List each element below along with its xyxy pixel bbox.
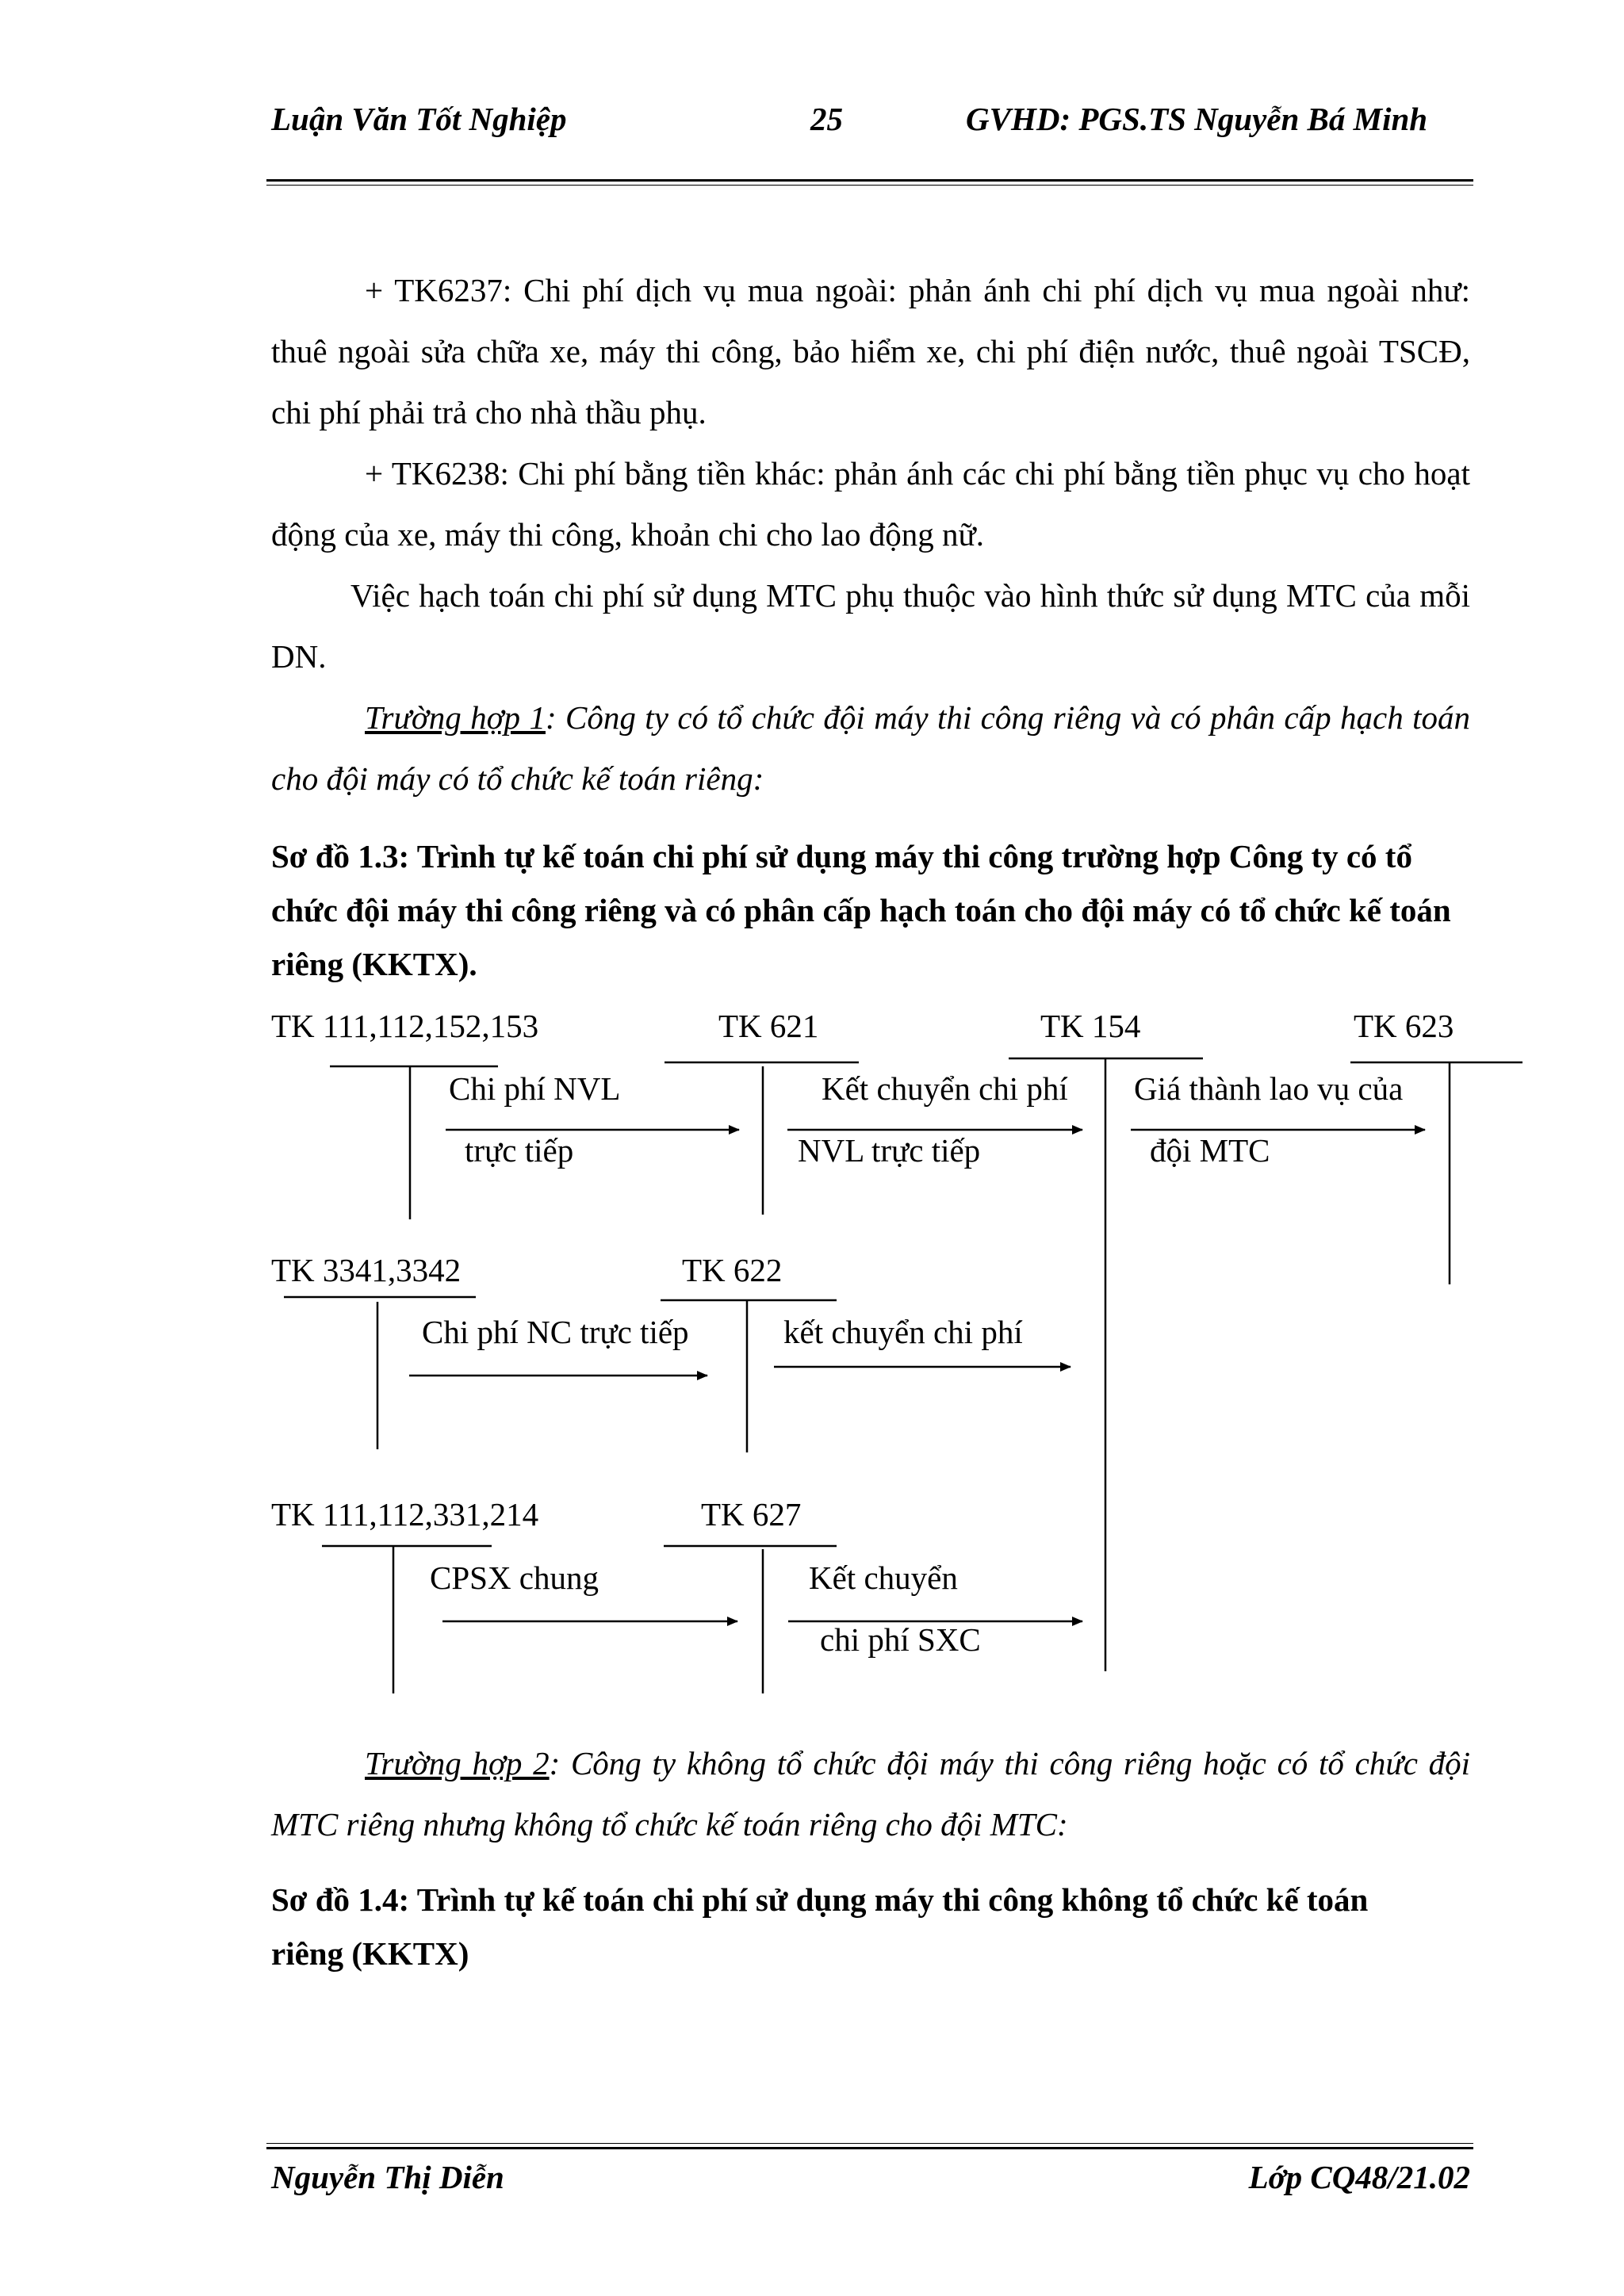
header-thesis-title: Luận Văn Tốt Nghiệp — [271, 101, 567, 137]
paragraph-tk6237: + TK6237: Chi phí dịch vụ mua ngoài: phản ánh chi phí dịch vụ mua ngoài như: thuê ngoài sửa chữa xe, máy thi công, bảo hiểm xe, chi phí điện nước, thuê ngoài TSCĐ, chi phí phải trả cho nhà thầu phụ. — [271, 272, 1470, 430]
label-nvl-line1: Chi phí NVL — [449, 1070, 621, 1107]
case-1-text: : Công ty có tổ chức đội máy thi công riêng và có phân cấp hạch toán cho đội máy có tổ chức kế toán riêng: — [271, 699, 1471, 797]
diagram-2-title: Sơ đồ 1.4: Trình tự kế toán chi phí sử dụng máy thi công không tổ chức kế toán riêng (KKTX) — [271, 1881, 1369, 1972]
paragraph-case-2 — [271, 1733, 1470, 1855]
account-tk-3341: TK 3341,3342 — [271, 1252, 462, 1288]
label-kc-nvl-line2: NVL trực tiếp — [798, 1132, 981, 1169]
label-kc-sxc-line1: Kết chuyển — [809, 1559, 958, 1596]
header-advisor: GVHD: PGS.TS Nguyễn Bá Minh — [966, 101, 1428, 137]
account-tk-627: TK 627 — [701, 1496, 802, 1533]
account-tk-622: TK 622 — [682, 1252, 783, 1288]
footer-author: Nguyễn Thị Diễn — [271, 2159, 504, 2195]
label-gia-thanh-line2: đội MTC — [1150, 1132, 1270, 1169]
label-cpsx: CPSX chung — [430, 1559, 599, 1596]
footer-class: Lớp CQ48/21.02 — [1248, 2159, 1470, 2195]
account-tk-111-152: TK 111,112,152,153 — [271, 1008, 539, 1044]
case-2-label: Trường hợp 2 — [365, 1745, 550, 1781]
label-nvl-line2: trực tiếp — [465, 1132, 574, 1169]
label-kc-sxc-line2: chi phí SXC — [820, 1621, 981, 1658]
diagram-1-title: Sơ đồ 1.3: Trình tự kế toán chi phí sử dụng máy thi công trường hợp Công ty có tổ chức đội máy thi công riêng và có phân cấp hạch toán cho đội máy có tổ chức kế toán riêng (KKTX). — [271, 838, 1451, 982]
account-tk-621: TK 621 — [718, 1008, 819, 1044]
paragraph-tk6238: + TK6238: Chi phí bằng tiền khác: phản ánh các chi phí bằng tiền phục vụ cho hoạt động của xe, máy thi công, khoản chi cho lao động nữ. — [271, 455, 1470, 553]
label-gia-thanh-line1: Giá thành lao vụ của — [1134, 1070, 1404, 1107]
label-kc-nvl-line1: Kết chuyển chi phí — [822, 1070, 1068, 1107]
body-text-case-2 — [271, 1733, 1470, 1855]
page-number: 25 — [810, 101, 843, 137]
footer-rule-thin — [266, 2143, 1473, 2144]
case-2-text: : Công ty không tổ chức đội máy thi công riêng hoặc có tổ chức đội MTC riêng nhưng không tổ chức kế toán riêng cho đội MTC: — [271, 1745, 1471, 1843]
account-tk-623: TK 623 — [1354, 1008, 1454, 1044]
label-nc: Chi phí NC trực tiếp — [422, 1314, 689, 1350]
diagram-2-title-block — [271, 1873, 1413, 1980]
account-tk-111-214: TK 111,112,331,214 — [271, 1496, 539, 1533]
label-kc-nc: kết chuyển chi phí — [783, 1314, 1023, 1350]
case-1-label: Trường hợp 1 — [365, 699, 546, 736]
footer-rule — [266, 2147, 1473, 2149]
paragraph-mtc: Việc hạch toán chi phí sử dụng MTC phụ thuộc vào hình thức sử dụng MTC của mỗi DN. — [271, 577, 1470, 675]
account-tk-154: TK 154 — [1040, 1008, 1141, 1044]
